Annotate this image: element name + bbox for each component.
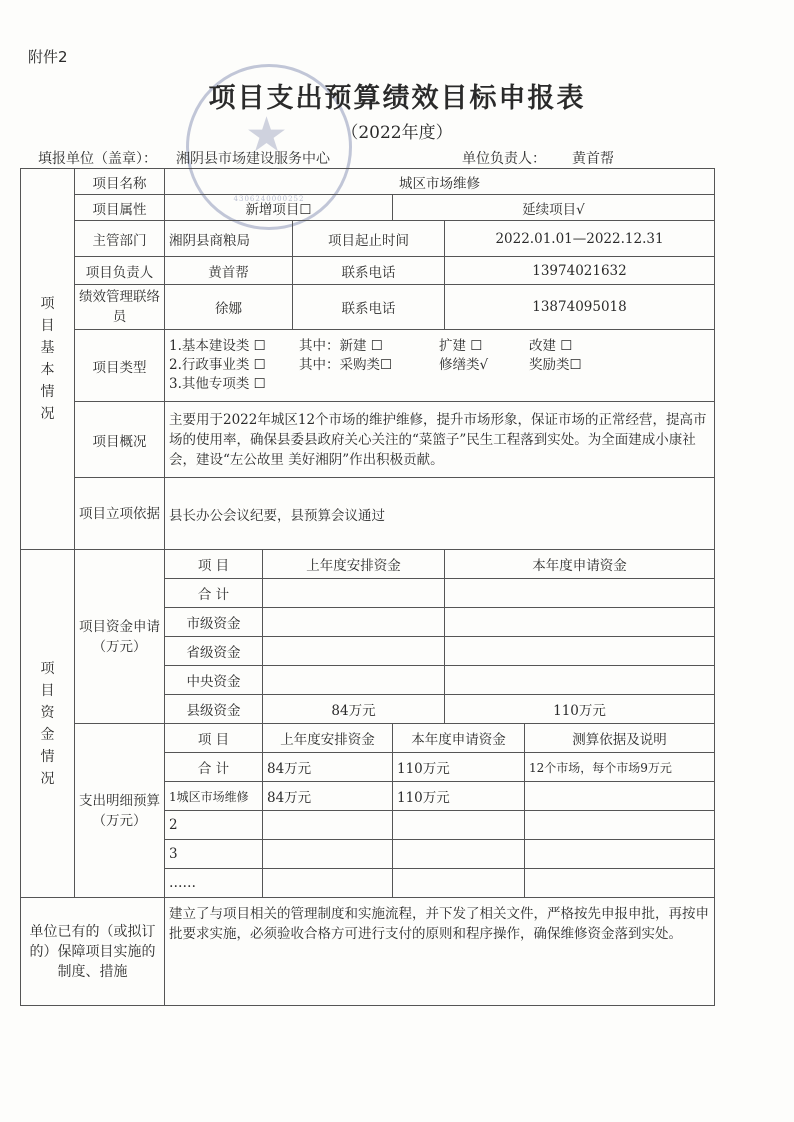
detail-this [393, 840, 525, 869]
period-value: 2022.01.01—2022.12.31 [445, 221, 715, 257]
detail-note [525, 869, 715, 898]
row-project-type [21, 330, 715, 402]
detail-item: …… [165, 869, 263, 898]
period-label: 项目起止时间 [293, 221, 445, 257]
section-funds-label: 项目资金情况 [21, 550, 75, 898]
detail-item: 3 [165, 840, 263, 869]
fill-unit-value: 湘阴县市场建设服务中心 [176, 151, 330, 167]
detail-label: 支出明细预算（万元） [75, 724, 165, 898]
type-repair[interactable]: 修缮类√ [439, 357, 489, 373]
detail-item: 合 计 [165, 753, 263, 782]
detail-last [263, 869, 393, 898]
contact-phone-value: 13874095018 [445, 285, 715, 330]
page-title: 项目支出预算绩效目标申报表 [208, 83, 586, 114]
unit-head-label: 单位负责人： [462, 151, 546, 167]
type-new[interactable]: 其中：新建 ☐ [299, 338, 383, 354]
row-project-attr [21, 195, 715, 221]
detail-note: 12个市场，每个市场9万元 [525, 753, 715, 782]
row-project-name [21, 169, 715, 195]
row-dept [21, 221, 715, 257]
type-admin[interactable]: 2.行政事业类 ☐ [169, 357, 266, 373]
funds-last [263, 666, 445, 695]
funds-this [445, 637, 715, 666]
funds-item: 省级资金 [165, 637, 263, 666]
detail-header-item: 项 目 [165, 724, 263, 753]
fill-unit-label: 填报单位（盖章）： [38, 151, 157, 167]
type-reward[interactable]: 奖励类☐ [529, 357, 582, 373]
funds-this: 110万元 [445, 695, 715, 724]
attr-continue-checkbox[interactable]: 延续项目√ [393, 195, 715, 221]
funds-this [445, 608, 715, 637]
row-basis [21, 478, 715, 550]
overview-label: 项目概况 [75, 402, 165, 478]
type-row-2 [169, 356, 710, 375]
section-basic-label: 项目基本情况 [21, 169, 75, 550]
detail-this: 110万元 [393, 753, 525, 782]
basis-text: 县长办公会议纪要，县预算会议通过 [165, 478, 715, 550]
funds-header-this: 本年度申请资金 [445, 550, 715, 579]
year-subtitle: （2022年度） [341, 123, 453, 143]
leader-phone-value: 13974021632 [445, 257, 715, 285]
detail-note [525, 811, 715, 840]
leader-value: 黄首帮 [165, 257, 293, 285]
funds-item: 县级资金 [165, 695, 263, 724]
row-detail-header [21, 724, 715, 753]
row-leader [21, 257, 715, 285]
detail-header-last: 上年度安排资金 [263, 724, 393, 753]
funds-last [263, 637, 445, 666]
type-row-1 [169, 337, 710, 356]
row-funds-header [21, 550, 715, 579]
unit-head-value: 黄首帮 [572, 151, 614, 167]
project-type-options [165, 330, 715, 402]
contact-value: 徐娜 [165, 285, 293, 330]
detail-last: 84万元 [263, 782, 393, 811]
leader-phone-label: 联系电话 [293, 257, 445, 285]
detail-this: 110万元 [393, 782, 525, 811]
funds-this [445, 579, 715, 608]
overview-text: 主要用于2022年城区12个市场的维护维修，提升市场形象，保证市场的正常经营，提高市场的使用率，确保县委县政府关心关注的“菜篮子”民生工程落到实处。为全面建成小康社会，建设“左公故里 美好湘阴”作出积极贡献。 [165, 402, 715, 478]
attachment-label: 附件2 [28, 48, 68, 66]
detail-this [393, 811, 525, 840]
measures-label: 单位已有的（或拟订的）保障项目实施的制度、措施 [21, 898, 165, 1006]
funds-item: 市级资金 [165, 608, 263, 637]
funds-last [263, 608, 445, 637]
detail-last [263, 840, 393, 869]
funds-last [263, 579, 445, 608]
budget-form-table [20, 168, 715, 1006]
detail-note [525, 840, 715, 869]
seal-number: 4306240000252 [233, 195, 305, 203]
detail-this [393, 869, 525, 898]
contact-phone-label: 联系电话 [293, 285, 445, 330]
detail-header-note: 测算依据及说明 [525, 724, 715, 753]
funds-this [445, 666, 715, 695]
project-type-label: 项目类型 [75, 330, 165, 402]
detail-note [525, 782, 715, 811]
star-icon: ★ [245, 107, 289, 163]
detail-header-this: 本年度申请资金 [393, 724, 525, 753]
project-name-label: 项目名称 [75, 169, 165, 195]
funds-item: 合 计 [165, 579, 263, 608]
basis-label: 项目立项依据 [75, 478, 165, 550]
type-basic-construction[interactable]: 1.基本建设类 ☐ [169, 338, 266, 354]
row-overview [21, 402, 715, 478]
leader-label: 项目负责人 [75, 257, 165, 285]
type-purchase[interactable]: 其中：采购类☐ [299, 357, 393, 373]
type-expand[interactable]: 扩建 ☐ [439, 338, 483, 354]
type-rebuild[interactable]: 改建 ☐ [529, 338, 573, 354]
funds-apply-label: 项目资金申请（万元） [75, 550, 165, 724]
detail-last: 84万元 [263, 753, 393, 782]
row-contact [21, 285, 715, 330]
funds-header-last: 上年度安排资金 [263, 550, 445, 579]
attr-new-checkbox[interactable]: 新增项目☐ [165, 195, 393, 221]
measures-text: 建立了与项目相关的管理制度和实施流程，并下发了相关文件，严格按先申报申批，再按申批要求实施，必须验收合格方可进行支付的原则和程序操作，确保维修资金落到实处。 [165, 898, 715, 1006]
detail-last [263, 811, 393, 840]
dept-value: 湘阴县商粮局 [165, 221, 293, 257]
funds-header-item: 项 目 [165, 550, 263, 579]
project-attr-label: 项目属性 [75, 195, 165, 221]
detail-item: 1城区市场维修 [165, 782, 263, 811]
funds-last: 84万元 [263, 695, 445, 724]
dept-label: 主管部门 [75, 221, 165, 257]
row-measures [21, 898, 715, 1006]
detail-item: 2 [165, 811, 263, 840]
project-name-value: 城区市场维修 [165, 169, 715, 195]
funds-item: 中央资金 [165, 666, 263, 695]
type-other[interactable]: 3.其他专项类 ☐ [169, 376, 266, 392]
contact-label: 绩效管理联络员 [75, 285, 165, 330]
